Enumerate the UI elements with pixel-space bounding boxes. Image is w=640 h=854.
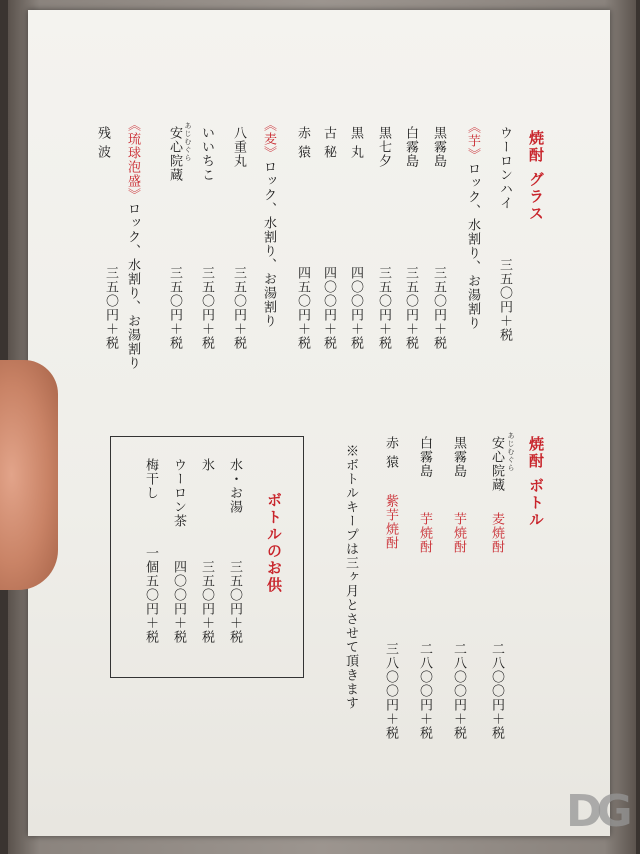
glass-item-name: 黒七夕 xyxy=(376,126,391,168)
glass-item-name: ウーロンハイ xyxy=(497,126,512,210)
glass-item-price: 三五〇円＋税 xyxy=(431,266,446,350)
watermark-logo: DG xyxy=(566,786,627,837)
mixer-item-name: ウーロン茶 xyxy=(171,458,186,528)
section-note-imo: ロック、水割り、お湯割り xyxy=(465,162,480,330)
bottle-item-name: 白霧島 xyxy=(417,436,432,478)
section-label-mugi: 《麦》 xyxy=(261,118,276,160)
section-note-mugi: ロック、水割り、お湯割り xyxy=(261,160,276,328)
mixer-item-name: 水・お湯 xyxy=(227,458,242,514)
holding-finger xyxy=(0,360,58,590)
mixer-item-price: 四〇〇円＋税 xyxy=(171,560,186,644)
bottle-item-type: 芋焼酎 xyxy=(451,512,466,554)
glass-item-name: 古 秘 xyxy=(321,126,336,160)
glass-item-price: 三五〇円＋税 xyxy=(376,266,391,350)
glass-section-imo xyxy=(466,120,479,330)
bottle-item-type: 芋焼酎 xyxy=(417,512,432,554)
section-note-awamori: ロック、水割り、お湯割り xyxy=(125,202,140,370)
glass-section-title: 焼酎 グラス xyxy=(527,130,545,223)
glass-item-price: 四五〇円＋税 xyxy=(295,266,310,350)
mixer-item-price: 三五〇円＋税 xyxy=(227,560,242,644)
menu-page xyxy=(28,10,610,836)
glass-section-mugi xyxy=(262,118,275,328)
glass-item-name: 赤 猿 xyxy=(295,126,310,160)
glass-item-name: 八重丸 xyxy=(231,126,246,168)
bottle-item-name: 赤 猿 xyxy=(383,436,398,470)
glass-item-name: 安心院蔵 xyxy=(167,126,182,182)
bottle-item-type: 紫芋焼酎 xyxy=(383,494,398,550)
glass-item-name: いいちこ xyxy=(199,126,214,182)
glass-item-name: 残 波 xyxy=(95,126,110,160)
bottle-item-type: 麦焼酎 xyxy=(489,512,504,554)
glass-item-price: 三五〇円＋税 xyxy=(167,266,182,350)
glass-item-price: 三五〇円＋税 xyxy=(497,258,512,342)
bottle-keep-note: ※ボトルキープは三ヶ月とさせて頂きます xyxy=(343,444,358,710)
mixer-item-name: 氷 xyxy=(199,458,214,472)
glass-item-ruby: あじむぐら xyxy=(184,122,192,162)
bottle-item-price: 三八〇〇円＋税 xyxy=(383,642,398,740)
glass-section-awamori xyxy=(126,118,139,370)
mixers-title: ボトルのお供 xyxy=(265,492,283,594)
glass-item-name: 白霧島 xyxy=(403,126,418,168)
bottle-item-name: 黒霧島 xyxy=(451,436,466,478)
section-label-awamori: 《琉球泡盛》 xyxy=(125,118,140,202)
glass-item-price: 三五〇円＋税 xyxy=(103,266,118,350)
mixer-item-price: 一個五〇円＋税 xyxy=(143,546,158,644)
mixer-item-price: 三五〇円＋税 xyxy=(199,560,214,644)
glass-item-price: 三五〇円＋税 xyxy=(231,266,246,350)
glass-item-name: 黒 丸 xyxy=(348,126,363,160)
glass-item-price: 四〇〇円＋税 xyxy=(321,266,336,350)
bottle-item-price: 二八〇〇円＋税 xyxy=(417,642,432,740)
bottle-item-price: 二八〇〇円＋税 xyxy=(451,642,466,740)
bottle-item-price: 二八〇〇円＋税 xyxy=(489,642,504,740)
glass-item-price: 三五〇円＋税 xyxy=(403,266,418,350)
glass-item-price: 四〇〇円＋税 xyxy=(348,266,363,350)
bottle-item-ruby: あじむぐら xyxy=(507,432,515,472)
section-label-imo: 《芋》 xyxy=(465,120,480,162)
bottle-section-title: 焼酎 ボトル xyxy=(527,436,545,529)
mixer-item-name: 梅干し xyxy=(143,458,158,500)
bottle-item-name: 安心院蔵 xyxy=(489,436,504,492)
glass-item-name: 黒霧島 xyxy=(431,126,446,168)
glass-item-price: 三五〇円＋税 xyxy=(199,266,214,350)
